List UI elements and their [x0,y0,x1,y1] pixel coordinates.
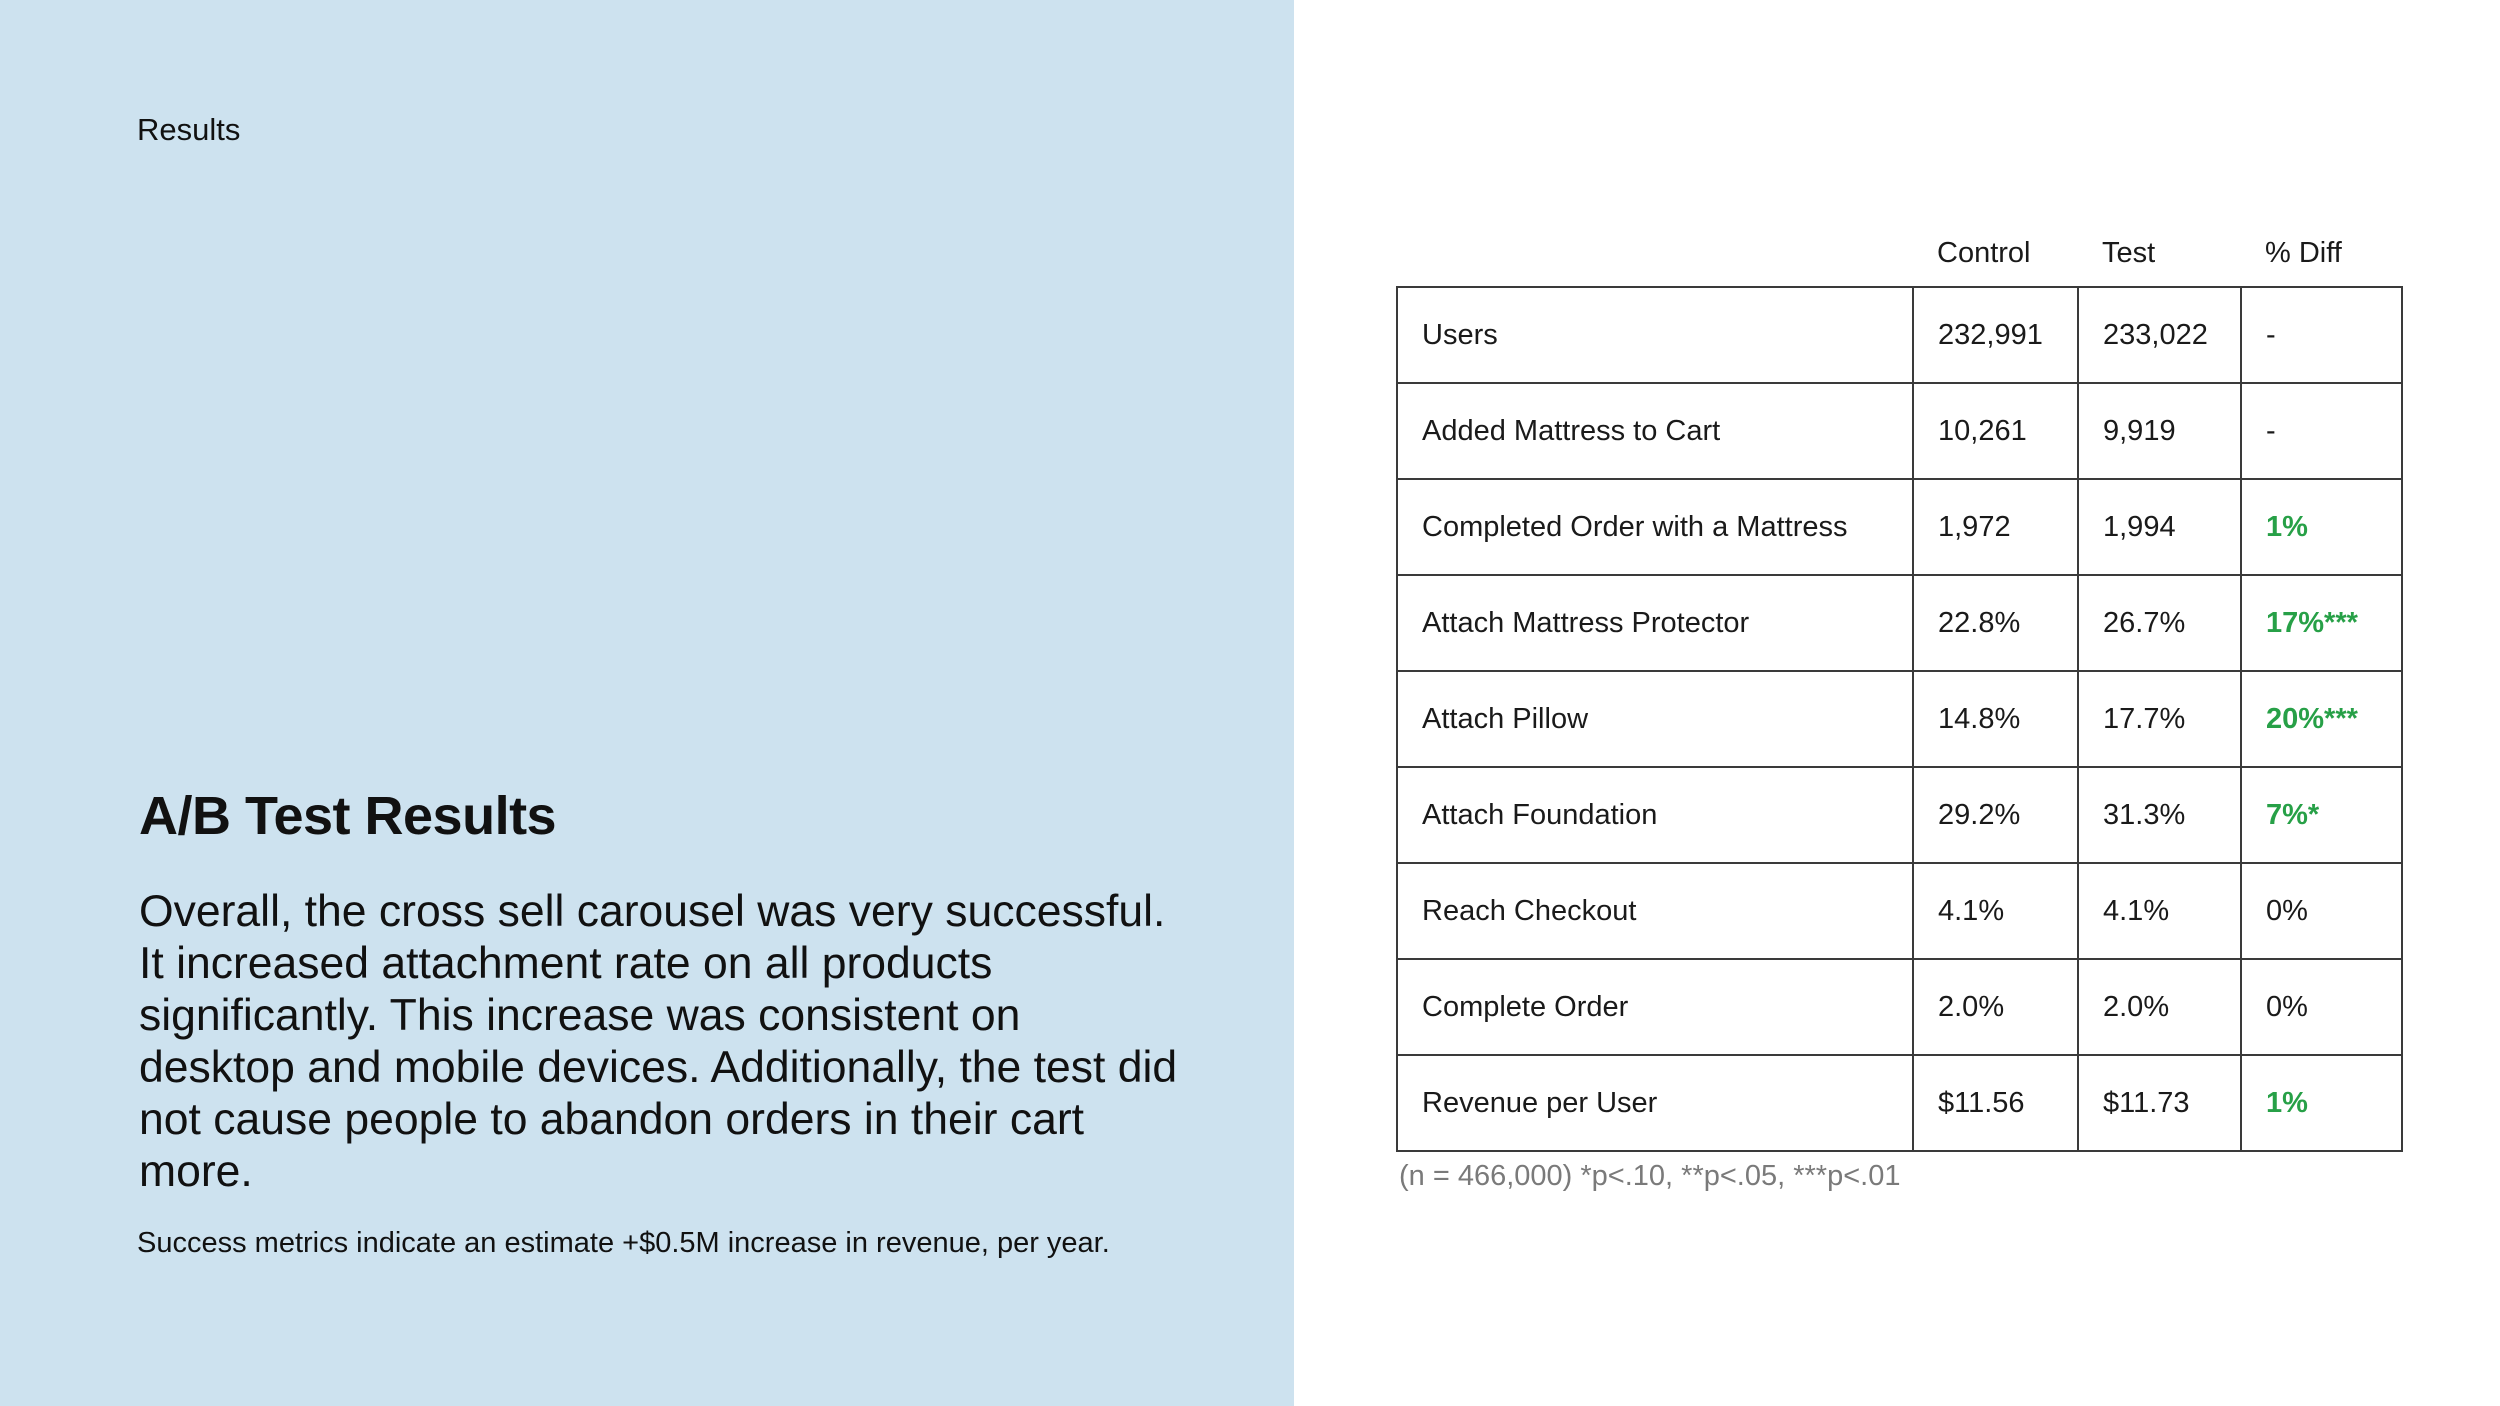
cell-metric: Reach Checkout [1397,863,1913,959]
cell-test: 17.7% [2078,671,2241,767]
table-row [1397,1055,2402,1151]
table-row [1397,671,2402,767]
table-row [1397,575,2402,671]
results-table [1396,220,2403,1152]
cell-test: 4.1% [2078,863,2241,959]
cell-metric: Completed Order with a Mattress [1397,479,1913,575]
cell-diff: 1% [2241,479,2402,575]
cell-test: 2.0% [2078,959,2241,1055]
results-table-container [1396,220,2403,1152]
table-row [1397,767,2402,863]
cell-test: 233,022 [2078,287,2241,383]
section-label: Results [137,112,241,147]
cell-diff: 20%*** [2241,671,2402,767]
cell-test: 31.3% [2078,767,2241,863]
cell-metric: Revenue per User [1397,1055,1913,1151]
significance-note: (n = 466,000) *p<.10, **p<.05, ***p<.01 [1399,1160,1901,1192]
cell-diff: 0% [2241,959,2402,1055]
cell-metric: Attach Mattress Protector [1397,575,1913,671]
cell-metric: Added Mattress to Cart [1397,383,1913,479]
table-body [1397,287,2402,1151]
cell-metric: Complete Order [1397,959,1913,1055]
slide-heading: A/B Test Results [139,786,557,846]
table-row [1397,959,2402,1055]
cell-control: 14.8% [1913,671,2078,767]
header-metric [1397,220,1913,287]
header-diff: % Diff [2265,236,2342,269]
cell-diff: 17%*** [2241,575,2402,671]
cell-metric: Attach Pillow [1397,671,1913,767]
revenue-footnote: Success metrics indicate an estimate +$0.5M increase in revenue, per year. [137,1227,1110,1259]
header-control: Control [1937,236,2031,269]
cell-control: 29.2% [1913,767,2078,863]
cell-control: 10,261 [1913,383,2078,479]
table-row [1397,863,2402,959]
table-row [1397,383,2402,479]
cell-diff: - [2241,383,2402,479]
cell-control: 2.0% [1913,959,2078,1055]
cell-diff: 7%* [2241,767,2402,863]
cell-control: 22.8% [1913,575,2078,671]
cell-test: $11.73 [2078,1055,2241,1151]
cell-diff: 1% [2241,1055,2402,1151]
cell-control: 232,991 [1913,287,2078,383]
cell-test: 1,994 [2078,479,2241,575]
cell-control: 1,972 [1913,479,2078,575]
table-row [1397,287,2402,383]
summary-paragraph: Overall, the cross sell carousel was very successful. It increased attachment rate on all products significantly. This increase was consistent on desktop and mobile devices. Additionally, the test did not cause people to abandon orders in their cart more. [139,887,1178,1196]
cell-diff: - [2241,287,2402,383]
cell-metric: Users [1397,287,1913,383]
table-header-row [1397,220,2402,287]
cell-control: $11.56 [1913,1055,2078,1151]
cell-test: 26.7% [2078,575,2241,671]
cell-metric: Attach Foundation [1397,767,1913,863]
cell-control: 4.1% [1913,863,2078,959]
table-row [1397,479,2402,575]
cell-diff: 0% [2241,863,2402,959]
cell-test: 9,919 [2078,383,2241,479]
header-test: Test [2102,236,2156,269]
